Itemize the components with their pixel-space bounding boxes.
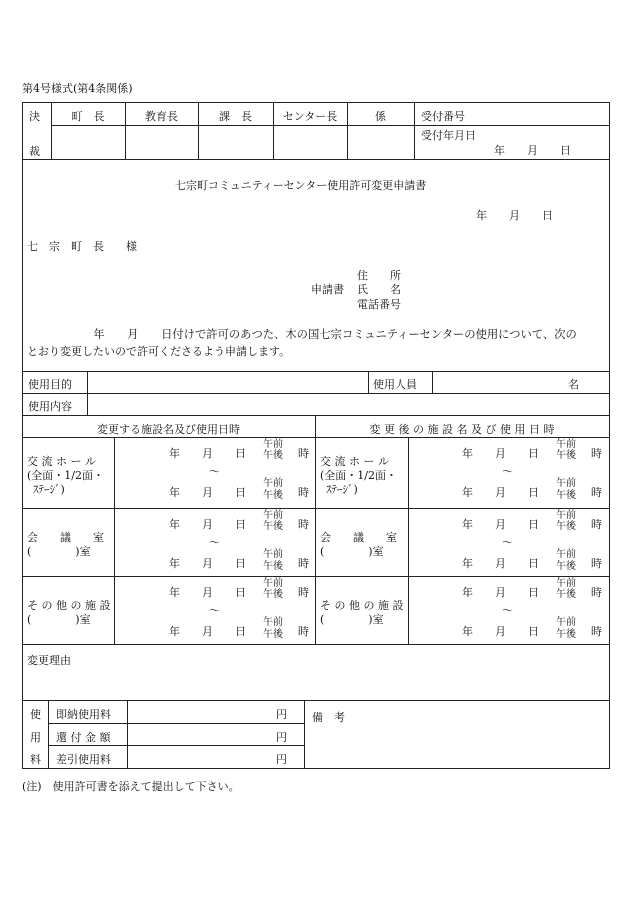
people-unit: 名: [568, 378, 579, 391]
facility-before-2-start-date: 年 月 日: [169, 586, 246, 599]
facility-after-2-name: そ の 他 の 施 設: [320, 599, 404, 612]
facility-before-0-end-am: 午前: [263, 478, 283, 489]
rule-v: [368, 371, 369, 394]
application-date: 年 月 日: [476, 209, 553, 222]
facility-before-1-start-am: 午前: [263, 510, 283, 521]
fee-row-refund: 還 付 金 額: [56, 731, 111, 744]
remarks-label: 備 考: [312, 711, 345, 724]
facility-after-2-end-date: 年 月 日: [462, 625, 539, 638]
facility-after-0-start-pm: 午後: [556, 450, 576, 461]
facility-after-0-end-hour: 時: [591, 486, 602, 499]
facility-before-2-detail: ( )室: [27, 613, 91, 626]
facility-after-1-tilde: ～: [502, 536, 513, 549]
facility-after-1-start-am: 午前: [556, 510, 576, 521]
facility-after-0-end-date: 年 月 日: [462, 486, 539, 499]
facility-before-1-start-hour: 時: [298, 518, 309, 531]
facility-before-0-stage: ｽﾃｰｼﾞ): [33, 483, 65, 496]
facility-after-0-start-date: 年 月 日: [462, 447, 539, 460]
facility-before-1-start-date: 年 月 日: [169, 518, 246, 531]
facility-after-2-start-date: 年 月 日: [462, 586, 539, 599]
role-center-head: センター長: [282, 110, 338, 123]
facility-after-0-end-pm: 午後: [556, 490, 576, 501]
rule-v: [408, 437, 409, 645]
facility-after-2-detail: ( )室: [320, 613, 384, 626]
before-header: 変更する施設名及び使用日時: [97, 423, 240, 436]
facility-after-1-end-date: 年 月 日: [462, 557, 539, 570]
facility-after-1-end-am: 午前: [556, 549, 576, 560]
facility-before-1-end-hour: 時: [298, 557, 309, 570]
fee-side-1: 使: [30, 708, 41, 721]
role-mayor: 町 長: [71, 110, 105, 123]
rule-h: [22, 437, 610, 438]
facility-before-2-name: そ の 他 の 施 設: [27, 599, 111, 612]
rule-h: [22, 508, 610, 509]
phone-label: 電話番号: [357, 298, 401, 311]
facility-before-1-start-pm: 午後: [263, 521, 283, 532]
form-title: 七宗町コミュニティーセンター使用許可変更申請書: [175, 179, 427, 192]
facility-after-2-end-hour: 時: [591, 625, 602, 638]
facility-after-0-end-am: 午前: [556, 478, 576, 489]
body-text-line2: とおり変更したいので許可くださるよう申請します。: [27, 345, 291, 358]
rule-h: [48, 745, 305, 746]
facility-before-1-end-date: 年 月 日: [169, 557, 246, 570]
facility-before-0-detail: (全面・1/2面・: [27, 469, 104, 482]
facility-before-0-start-pm: 午後: [263, 450, 283, 461]
fee-side-3: 料: [30, 753, 41, 766]
facility-after-0-tilde: ～: [502, 465, 513, 478]
purpose-label: 使用目的: [28, 378, 72, 391]
facility-before-0-tilde: ～: [209, 465, 220, 478]
facility-before-0-name: 交 流 ホ ー ル: [27, 455, 96, 468]
rule-v: [414, 102, 415, 160]
facility-before-2-start-pm: 午後: [263, 589, 283, 600]
approval-label-bottom: 裁: [29, 145, 40, 158]
fee-unit-2: 円: [276, 731, 287, 744]
fee-row-net: 差引使用料: [56, 753, 111, 766]
people-label: 使用人員: [373, 378, 417, 391]
reason-label: 変更理由: [27, 654, 71, 667]
facility-after-2-tilde: ～: [502, 604, 513, 617]
name-label: 氏 名: [357, 283, 401, 296]
after-header: 変 更 後 の 施 設 名 及 び 使 用 日 時: [369, 423, 555, 436]
fee-side-2: 用: [30, 731, 41, 744]
facility-before-2-end-am: 午前: [263, 617, 283, 628]
facility-after-1-end-hour: 時: [591, 557, 602, 570]
facility-before-2-end-date: 年 月 日: [169, 625, 246, 638]
rule-v: [432, 371, 433, 394]
rule-h: [51, 125, 610, 126]
receipt-date-fields: 年 月 日: [494, 144, 571, 157]
facility-before-0-start-am: 午前: [263, 439, 283, 450]
facility-before-1-end-am: 午前: [263, 549, 283, 560]
facility-before-2-start-hour: 時: [298, 586, 309, 599]
rule-h: [22, 768, 610, 769]
form-number: 第4号様式(第4条関係): [22, 82, 133, 95]
content-label: 使用内容: [28, 400, 72, 413]
rule-h: [22, 700, 610, 701]
rule-h: [22, 159, 610, 160]
facility-after-2-end-am: 午前: [556, 617, 576, 628]
facility-after-1-end-pm: 午後: [556, 561, 576, 572]
receipt-date-label: 受付年月日: [421, 129, 476, 142]
facility-after-1-name: 会 議 室: [320, 531, 397, 544]
facility-before-1-detail: ( )室: [27, 545, 91, 558]
role-staff: 係: [375, 110, 386, 123]
rule-h: [48, 723, 305, 724]
facility-before-0-end-pm: 午後: [263, 490, 283, 501]
facility-after-2-end-pm: 午後: [556, 629, 576, 640]
body-text-line1: 年 月 日付けで許可のあつた、木の国七宗コミュニティーセンターの使用について、次の: [82, 328, 577, 341]
facility-before-2-end-hour: 時: [298, 625, 309, 638]
facility-after-1-start-hour: 時: [591, 518, 602, 531]
rule-h: [22, 102, 610, 103]
facility-after-2-start-pm: 午後: [556, 589, 576, 600]
facility-after-0-start-am: 午前: [556, 439, 576, 450]
applicant-prefix: 申請書: [311, 283, 344, 296]
rule-v: [609, 102, 610, 769]
rule-v: [304, 700, 305, 769]
facility-before-1-end-pm: 午後: [263, 561, 283, 572]
facility-before-1-tilde: ～: [209, 536, 220, 549]
facility-after-2-start-am: 午前: [556, 578, 576, 589]
rule-h: [22, 576, 610, 577]
facility-before-2-end-pm: 午後: [263, 629, 283, 640]
rule-v: [48, 700, 49, 769]
facility-before-2-tilde: ～: [209, 604, 220, 617]
facility-after-0-detail: (全面・1/2面・: [320, 469, 397, 482]
role-section-chief: 課 長: [219, 110, 252, 123]
facility-before-0-start-hour: 時: [298, 447, 309, 460]
approval-label-top: 決: [29, 110, 40, 123]
facility-before-1-name: 会 議 室: [27, 531, 104, 544]
addressee: 七 宗 町 長 様: [27, 240, 137, 253]
facility-before-0-end-date: 年 月 日: [169, 486, 246, 499]
facility-after-1-detail: ( )室: [320, 545, 384, 558]
rule-v: [87, 371, 88, 416]
fee-unit-3: 円: [276, 753, 287, 766]
address-label: 住 所: [357, 269, 401, 282]
rule-v: [114, 437, 115, 645]
facility-before-2-start-am: 午前: [263, 578, 283, 589]
rule-h: [22, 393, 610, 394]
fee-row-immediate: 即納使用料: [56, 708, 111, 721]
rule-h: [22, 371, 610, 372]
fee-unit-1: 円: [276, 708, 287, 721]
facility-after-1-start-date: 年 月 日: [462, 518, 539, 531]
rule-v: [127, 700, 128, 769]
facility-after-1-start-pm: 午後: [556, 521, 576, 532]
rule-h: [22, 644, 610, 645]
facility-after-0-name: 交 流 ホ ー ル: [320, 455, 389, 468]
receipt-number-label: 受付番号: [421, 110, 465, 123]
role-education-head: 教育長: [145, 110, 178, 123]
facility-before-0-start-date: 年 月 日: [169, 447, 246, 460]
facility-after-2-start-hour: 時: [591, 586, 602, 599]
rule-v: [315, 415, 316, 645]
footnote: (注) 使用許可書を添えて提出して下さい。: [22, 780, 240, 793]
facility-after-0-stage: ｽﾃｰｼﾞ): [326, 483, 358, 496]
facility-before-0-end-hour: 時: [298, 486, 309, 499]
facility-after-0-start-hour: 時: [591, 447, 602, 460]
rule-h: [22, 415, 610, 416]
